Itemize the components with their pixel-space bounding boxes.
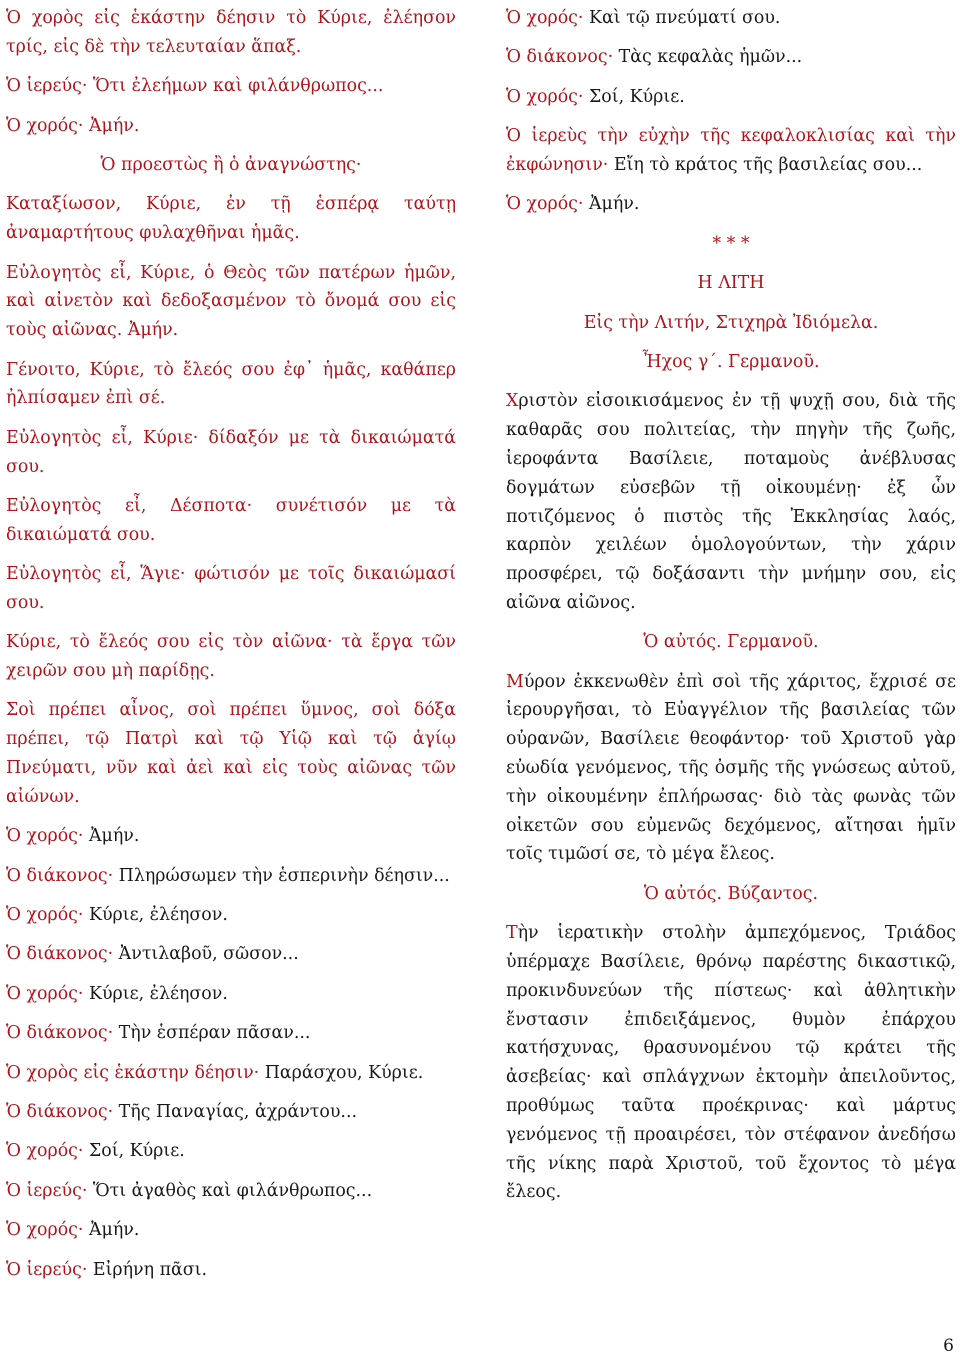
paragraph [6,862,456,891]
rubric: Εἰς τὴν Λιτήν, Στιχηρὰ Ἰδιόμελα. [583,312,879,333]
paragraph [506,122,956,180]
text: Σοί, Κύριε. [583,86,685,107]
paragraph [506,668,956,870]
text: Κύριε, τὸ ἔλεός σου εἰς τὸν αἰῶνα· τὰ ἔργα τῶν χειρῶν σου μὴ παρίδῃς. [6,632,456,682]
paragraph [6,628,456,686]
paragraph [6,980,456,1009]
rubric: Η ΛΙΤΗ [697,273,765,294]
page-number: 6 [943,1336,954,1356]
paragraph [6,72,456,101]
text: ριστὸν εἰσοικισάμενος ἐν τῇ ψυχῇ σου, διὰ τῆς καθαρᾶς σου πολιτείας, τὴν πηγὴν τῆς ζωῆς, ἱεροφάντα Βασίλειε, ποταμοὺς ἀνέβλυσας δογμάτων εὐσεβῶν τῇ οἰκουμένῃ· ἐξ ὧν ποτιζόμενος ὁ πιστὸς τῆς Ἐκκλησίας λαός, καρπὸν χειλέων ὁμολογούντων, τὴν χάριν προσφέρει, τῷ δοξάσαντι τὴν μνήμην σου, εἰς αἰῶνα αἰῶνος. [506,391,956,613]
rubric: Ὁ ἱερεύς· [6,1259,88,1280]
text: Ἀμήν. [583,194,640,215]
rubric: Ὁ διάκονος· [6,944,114,965]
text: Εἰρήνη πᾶσι. [87,1259,207,1280]
paragraph [6,940,456,969]
paragraph [6,356,456,414]
rubric: Ἦχος γ΄. Γερμανοῦ. [642,351,820,372]
rubric: Ὁ χορός· [6,826,84,847]
rubric: Ὁ χορὸς εἰς ἑκάστην δέησιν· [6,1062,260,1083]
text: Τὴν ἑσπέραν πᾶσαν... [113,1023,311,1044]
rubric: Ὁ διάκονος· [6,865,114,886]
text: Παράσχου, Κύριε. [259,1062,424,1083]
paragraph [6,424,456,482]
text: Ὁ χορὸς εἰς ἑκάστην δέησιν τὸ Κύριε, ἐλέησον τρίς, εἰς δὲ τὴν τελευταίαν ἅπαξ. [6,8,456,57]
paragraph [6,1137,456,1166]
text: Ὅτι ἀγαθὸς καὶ φιλάνθρωπος... [87,1180,373,1201]
paragraph [6,901,456,930]
paragraph [506,269,956,298]
paragraph [506,4,956,33]
paragraph [6,151,456,180]
text: Ἀμήν. [83,1220,140,1241]
rubric: Ὁ χορός· [6,983,84,1004]
initial-letter: Χ [506,391,519,412]
paragraph [6,1177,456,1206]
rubric: Ὁ διάκονος· [6,1101,114,1122]
text: Καταξίωσον, Κύριε, ἐν τῇ ἑσπέρᾳ ταύτῃ ἀναμαρτήτους φυλαχθῆναι ἡμᾶς. [6,194,456,244]
paragraph [6,112,456,141]
text: Τῆς Παναγίας, ἀχράντου... [113,1101,358,1122]
paragraph [6,190,456,248]
text: Εὐλογητὸς εἶ, Ἅγιε· φώτισόν με τοῖς δικαιώμασί σου. [6,564,456,613]
paragraph [506,190,956,219]
rubric: Ὁ ἱερεύς· [6,76,88,97]
text: Ὁ προεστὼς ἢ ὁ ἀναγνώστης· [100,154,362,175]
rubric: Ὁ αὐτός. Βύζαντος. [643,883,819,904]
left-column [6,4,456,1295]
paragraph [506,387,956,617]
text: Ὅτι ἐλεήμων καὶ φιλάνθρωπος... [87,76,384,97]
rubric: Ὁ ἱερεὺς τὴν εὐχὴν τῆς κεφαλοκλισίας καὶ τὴν ἐκφώνησιν· [506,126,956,175]
paragraph [6,822,456,851]
text: Εἴη τὸ κράτος τῆς βασιλείας σου... [608,154,923,175]
paragraph [6,1098,456,1127]
text: Σοί, Κύριε. [83,1141,185,1162]
paragraph [6,1256,456,1285]
text: Κύριε, ἐλέησον. [83,983,228,1004]
rubric: Ὁ χορός· [6,905,84,926]
text: Τὰς κεφαλὰς ἡμῶν... [613,47,803,68]
text: Εὐλογητὸς εἶ, Κύριε, ὁ Θεὸς τῶν πατέρων ἡμῶν, καὶ αἰνετὸν καὶ δεδοξασμένον τὸ ὄνομά σου εἰς τοὺς αἰῶνας. Ἀμήν. [6,262,456,341]
paragraph [6,259,456,345]
paragraph [506,628,956,657]
rubric: Ὁ χορός· [6,115,84,136]
paragraph [506,230,956,259]
text: Εὐλογητὸς εἶ, Δέσποτα· συνέτισόν με τὰ δικαιώματά σου. [6,495,456,545]
text: Ἀμήν. [83,826,140,847]
text: Πληρώσωμεν τὴν ἑσπερινὴν δέησιν... [113,865,450,886]
rubric: Ὁ ἱερεύς· [6,1180,88,1201]
paragraph [506,348,956,377]
text: Ἀμήν. [83,115,140,136]
paragraph [6,696,456,811]
rubric: Ὁ αὐτός. Γερμανοῦ. [643,632,819,653]
rubric: Ὁ χορός· [6,1220,84,1241]
rubric: Ὁ χορός· [506,194,584,215]
text: Κύριε, ἐλέησον. [83,905,228,926]
text: Ἀντιλαβοῦ, σῶσον... [113,944,299,965]
initial-letter: Μ [506,671,524,692]
paragraph [6,1059,456,1088]
paragraph [6,1019,456,1048]
paragraph [506,880,956,909]
paragraph [506,919,956,1207]
paragraph [6,1216,456,1245]
paragraph [6,560,456,618]
rubric: Ὁ χορός· [6,1141,84,1162]
rubric: * * * [712,233,750,254]
text: Καὶ τῷ πνεύματί σου. [583,8,781,28]
initial-letter: Τ [506,923,518,944]
paragraph [506,309,956,338]
paragraph [6,492,456,550]
rubric: Ὁ χορός· [506,86,584,107]
paragraph [6,4,456,62]
rubric: Ὁ διάκονος· [506,47,614,68]
paragraph [506,43,956,72]
right-column [506,4,956,1218]
text: ὴν ἱερατικὴν στολὴν ἀμπεχόμενος, Τριάδος ὑπέρμαχε Βασίλειε, θρόνῳ παρέστης δικαστικῷ, προκινδυνεύων τῆς πίστεως· καὶ ἀθλητικὴν ἔνστασιν ἐπιδειξάμενος, θυμὸν ἐπάρχου κατήσχυνας, θρασυνομένου τῷ κράτει τῆς ἀσεβείας· καὶ σπλάγχνων ἐκτομὴν ἀπειλοῦντος, προθύμως ταῦτα προέκρινας· καὶ μάρτυς γενόμενος τῇ προαιρέσει, τὸν στέφανον ἀνεδήσω τῆς νίκης παρὰ Χριστοῦ, τοῦ ἔχοντος τὸ μέγα ἔλεος. [506,923,956,1203]
text: Σοὶ πρέπει αἶνος, σοὶ πρέπει ὕμνος, σοὶ δόξα πρέπει, τῷ Πατρὶ καὶ τῷ Υἱῷ καὶ τῷ ἁγίῳ Πνεύματι, νῦν καὶ ἀεὶ καὶ εἰς τοὺς αἰῶνας τῶν αἰώνων. [6,700,456,807]
text: ύρον ἐκκενωθὲν ἐπὶ σοὶ τῆς χάριτος, ἔχρισέ σε ἱερουργῆσαι, τὸ Εὐαγγέλιον τῆς βασιλείας τῶν οὐρανῶν, Βασίλειε θεοφάντορ· τοῦ Χριστοῦ γὰρ εὐωδία γενόμενος, τῆς ὀσμῆς τῆς γνώσεως αὐτοῦ, τὴν οἰκουμένην ἐπλήρωσας· διὸ τὰς φωνὰς τῶν οἰκετῶν σου εὐμενῶς δεχόμενος, αἴτησαι ἡμῖν τοῖς τιμῶσί σε, τὸ μέγα ἔλεος. [506,671,956,865]
rubric: Ὁ χορός· [506,8,584,28]
rubric: Ὁ διάκονος· [6,1023,114,1044]
paragraph [506,83,956,112]
text: Εὐλογητὸς εἶ, Κύριε· δίδαξόν με τὰ δικαιώματά σου. [6,427,456,477]
text: Γένοιτο, Κύριε, τὸ ἔλεός σου ἐφ᾽ ἡμᾶς, καθάπερ ἠλπίσαμεν ἐπὶ σέ. [6,359,456,409]
